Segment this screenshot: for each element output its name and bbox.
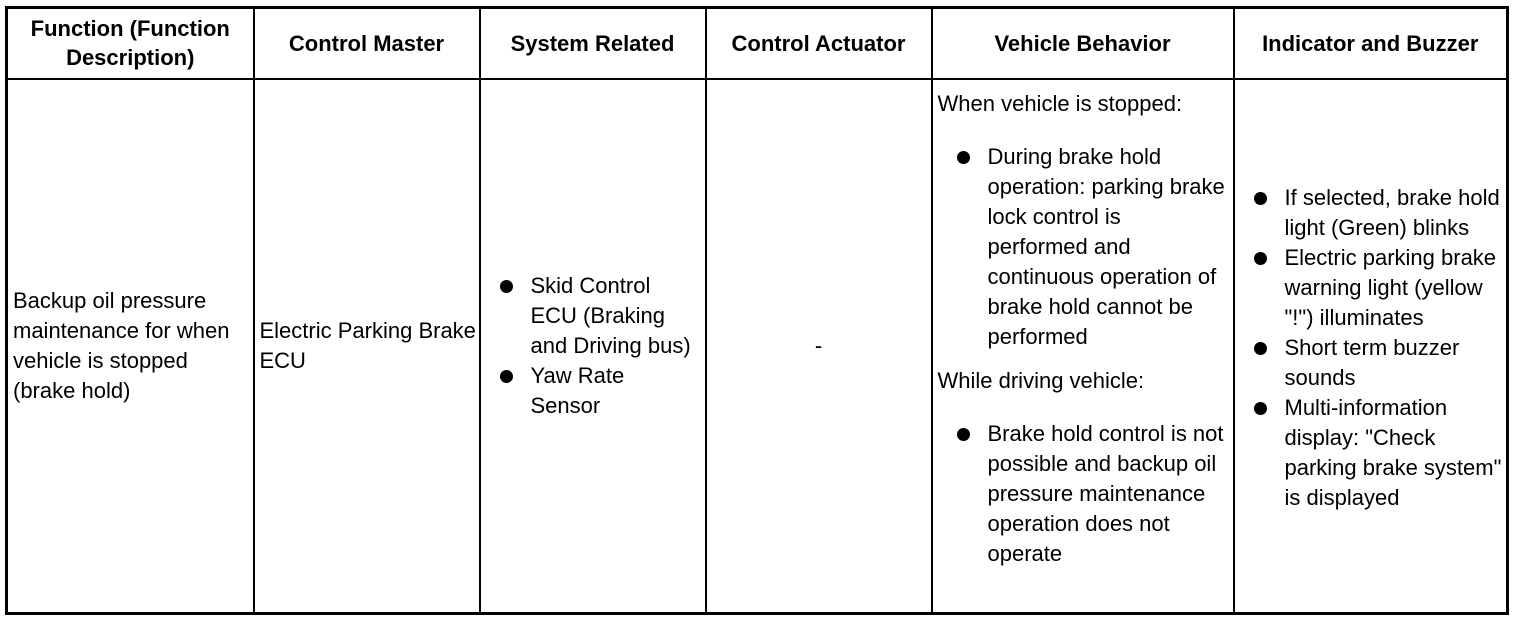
stopped-heading: When vehicle is stopped: [937, 90, 1183, 116]
control-master-text: Electric Parking Brake ECU [259, 317, 476, 373]
indicator-list [1235, 183, 1503, 513]
header-function: Function (Function Description) [7, 8, 254, 79]
function-text: Backup oil pressure maintenance for when vehicle is stopped (brake hold) [13, 287, 230, 403]
bullet-icon [957, 151, 970, 164]
list-item: During brake hold operation: parking brake lock control is performed and continuous operation of brake hold cannot be performed [938, 142, 1227, 352]
header-control-master: Control Master [254, 8, 480, 79]
indicator-buzzer-cell [1234, 79, 1508, 614]
header-vehicle-behavior: Vehicle Behavior [932, 8, 1234, 79]
bullet-icon [500, 280, 513, 293]
header-indicator-buzzer: Indicator and Buzzer [1234, 8, 1508, 79]
driving-list [938, 419, 1227, 569]
bullet-icon [1254, 192, 1267, 205]
header-system-related: System Related [480, 8, 706, 79]
system-related-list [481, 271, 699, 421]
control-actuator-cell [706, 79, 932, 614]
function-spec-table [5, 6, 1509, 615]
bullet-icon [1254, 342, 1267, 355]
bullet-icon [957, 428, 970, 441]
bullet-icon [500, 370, 513, 383]
header-control-actuator: Control Actuator [706, 8, 932, 79]
list-item: Skid Control ECU (Braking and Driving bus) [481, 271, 699, 361]
function-cell [7, 79, 254, 614]
control-actuator-text: - [814, 332, 823, 358]
list-item: Multi-information display: "Check parking brake system" is displayed [1235, 393, 1503, 513]
stopped-list [938, 142, 1227, 352]
list-item: Yaw Rate Sensor [481, 361, 699, 421]
system-related-cell [480, 79, 706, 614]
vehicle-behavior-cell [932, 79, 1234, 614]
list-item: Brake hold control is not possible and backup oil pressure maintenance operation does not operate [938, 419, 1227, 569]
bullet-icon [1254, 252, 1267, 265]
header-row [7, 8, 1508, 79]
table-row [7, 79, 1508, 614]
list-item: Short term buzzer sounds [1235, 333, 1503, 393]
list-item: If selected, brake hold light (Green) blinks [1235, 183, 1503, 243]
bullet-icon [1254, 402, 1267, 415]
control-master-cell [254, 79, 480, 614]
list-item: Electric parking brake warning light (yellow "!") illuminates [1235, 243, 1503, 333]
driving-heading: While driving vehicle: [937, 367, 1145, 393]
